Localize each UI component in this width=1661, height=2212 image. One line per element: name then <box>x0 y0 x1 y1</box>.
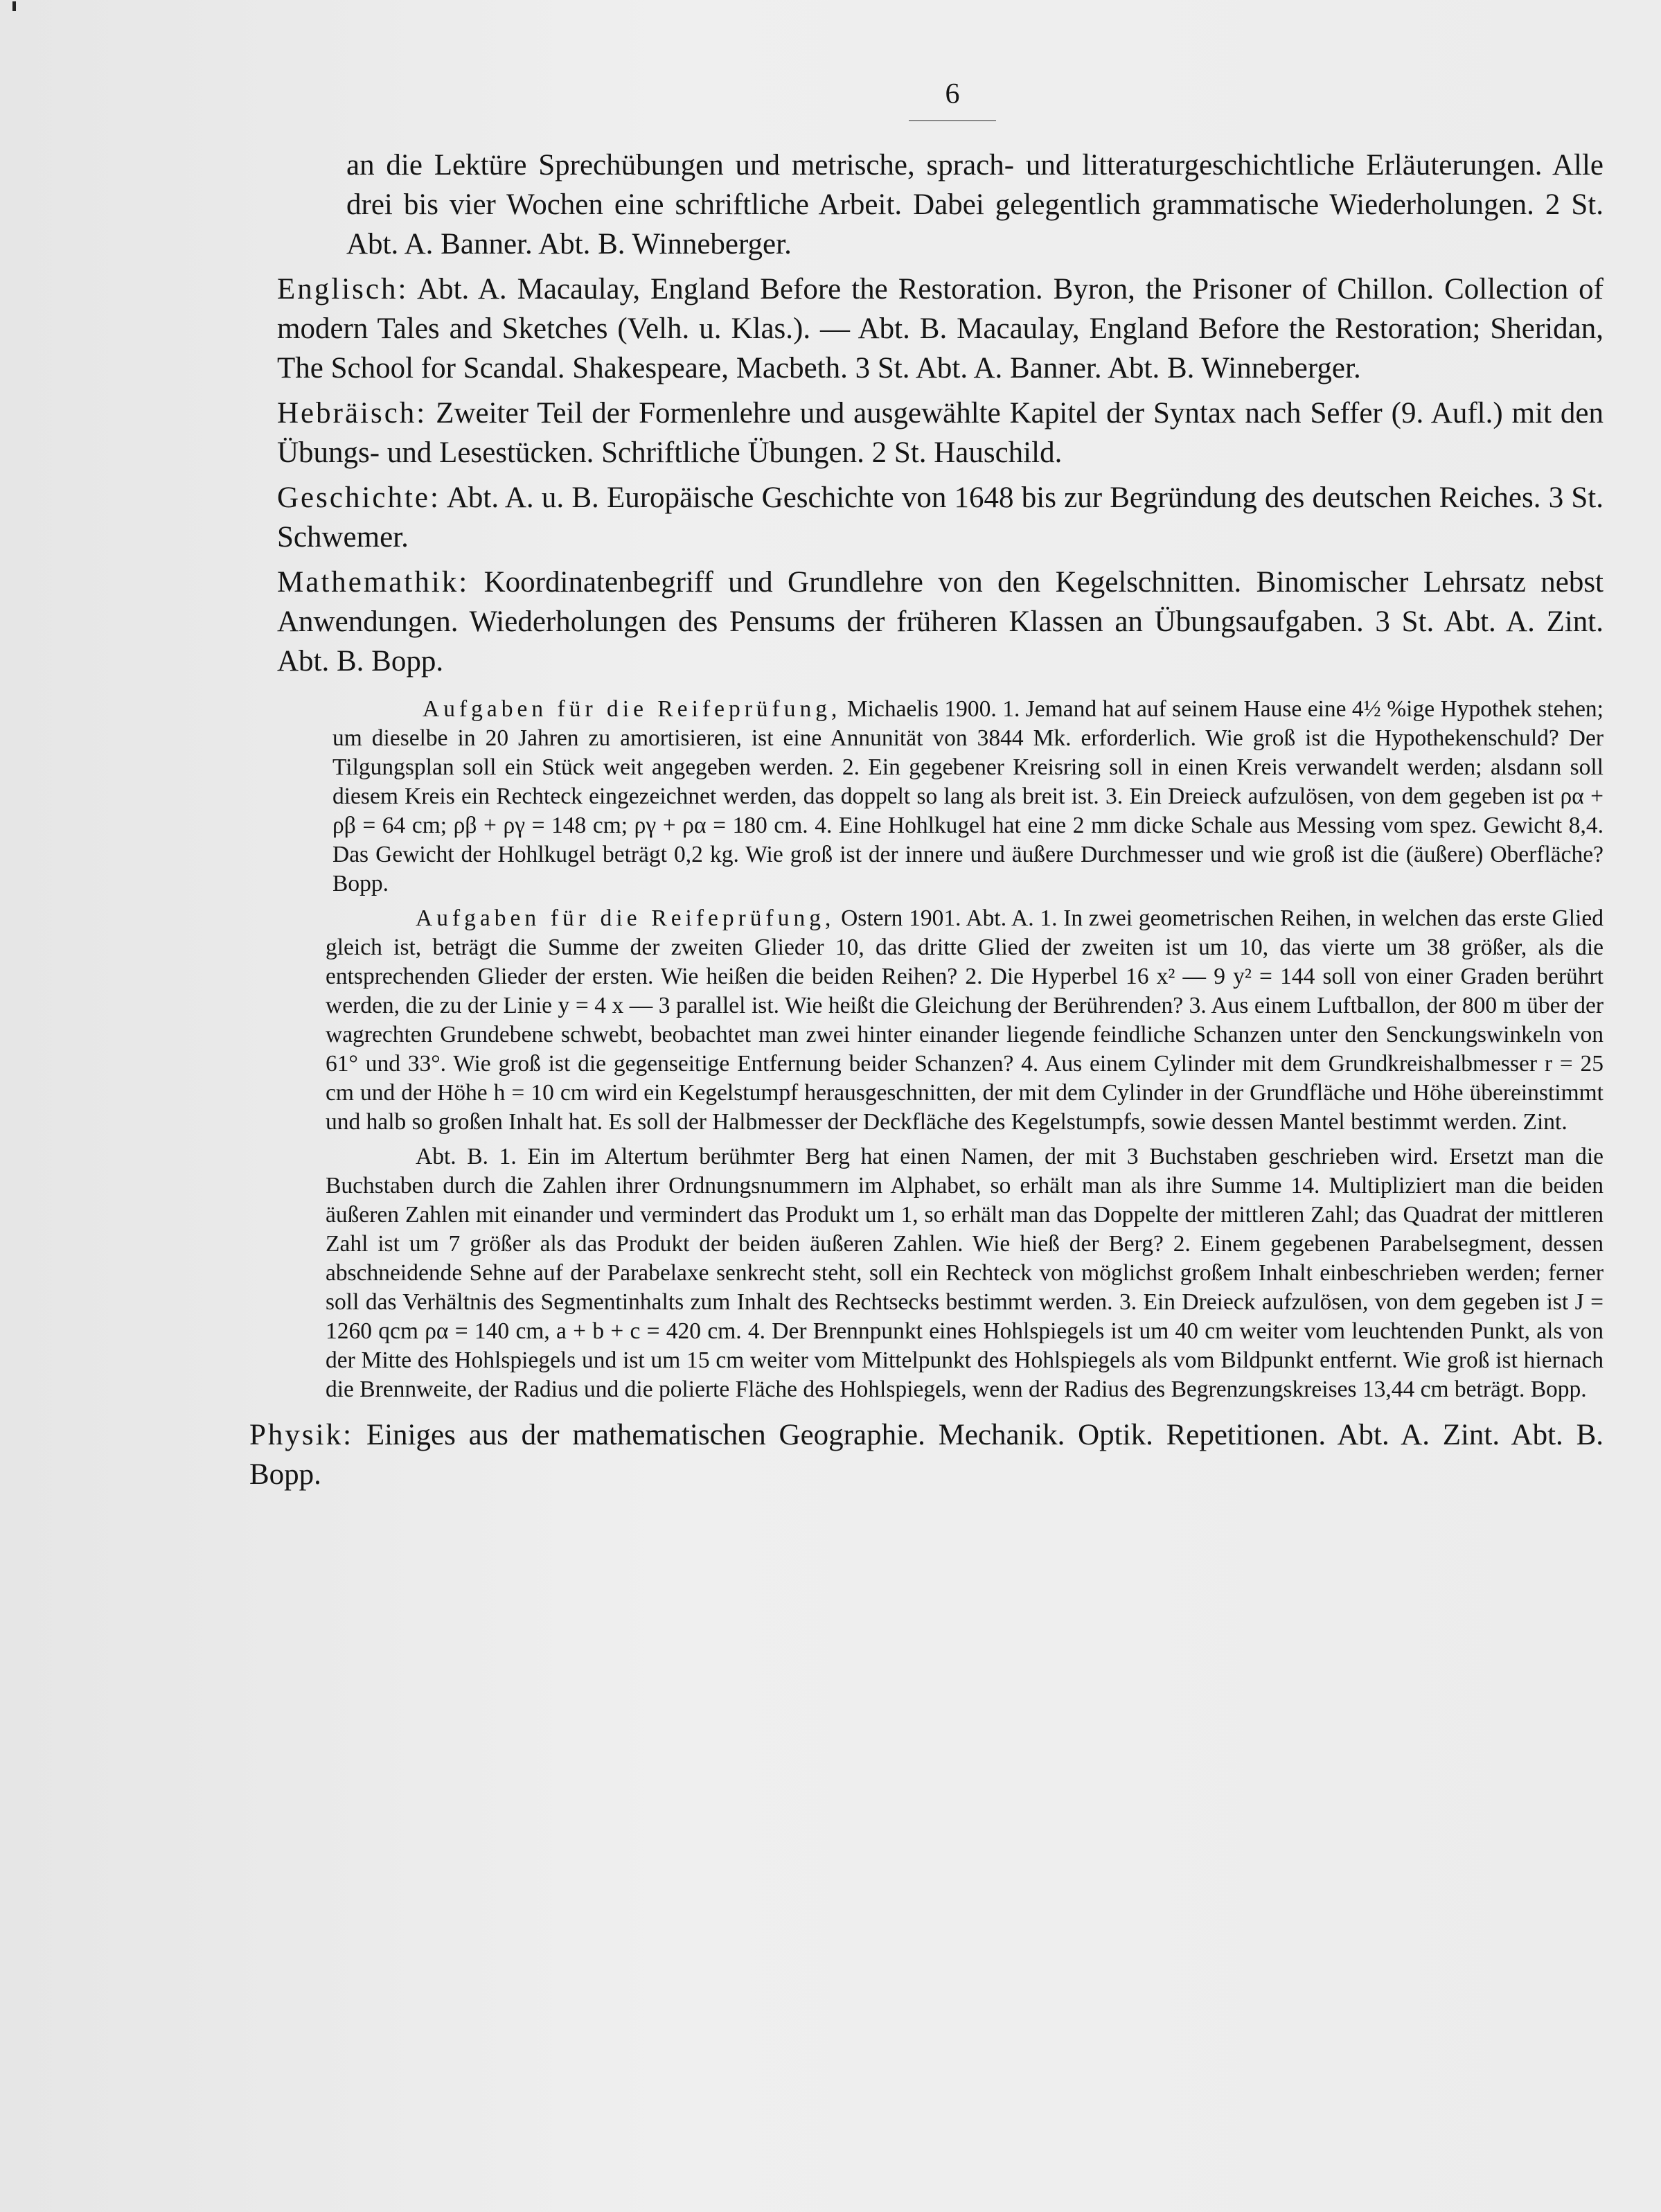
section-label-hebraeisch: Hebräisch: <box>277 397 427 430</box>
aufgaben-text-1900: Michaelis 1900. 1. Jemand hat auf seinem Hause eine 4½ %ige Hypothek stehen; um dieselbe in 20 Jahren zu amortisieren, ist eine Annunität von 3844 Mk. erforderlich. Wie groß ist die Hypothekenschuld? Der Tilgungsplan soll ein Stück weit angegeben werden. 2. Ein gegebener Kreisring soll in einen Kreis verwandelt werden; alsdann soll diesem Kreis ein Rechteck eingezeichnet werden, das doppelt so lang als breit ist. 3. Ein Dreieck aufzulösen, von dem gegeben ist ρα + ρβ = 64 cm; ρβ + ργ = 148 cm; ργ + ρα = 180 cm. 4. Eine Hohlkugel hat eine 2 mm dicke Schale aus Messing vom spez. Gewicht 8,4. Das Gewicht der Hohlkugel beträgt 0,2 kg. Wie groß ist der innere und äußere Durchmesser und wie groß ist die (äußere) Oberfläche? Bopp. <box>332 696 1604 896</box>
section-mathematik <box>277 563 1604 681</box>
section-text-physik: Einiges aus der mathematischen Geographie. Mechanik. Optik. Repetitionen. Abt. A. Zint. Abt. B. Bopp. <box>249 1419 1604 1491</box>
section-label-mathematik: Mathemathik: <box>277 566 470 599</box>
ink-speck <box>12 1 16 11</box>
aufgaben-text-1901: Ostern 1901. Abt. A. 1. In zwei geometrischen Reihen, in welchen das erste Glied gleich ist, beträgt die Summe der zweiten Glieder 10, das dritte Glied der zweiten ist um 10, das vierte um 38 größer, als die entsprechenden Glieder der ersten. Wie heißen die beiden Reihen? 2. Die Hyperbel 16 x² — 9 y² = 144 soll von einer Graden berührt werden, die zu der Linie y = 4 x — 3 parallel ist. Wie heißt die Gleichung der Berührenden? 3. Aus einem Luftballon, der 800 m über der wagrechten Grundebene schwebt, beobachtet man zwei hinter einander liegende feindliche Schanzen unter den Senckungswinkeln von 61° und 33°. Wie groß ist die gegenseitige Entfernung beider Schanzen? 4. Aus einem Cylinder mit dem Grundkreishalbmesser r = 25 cm und der Höhe h = 10 cm wird ein Kegelstumpf herausgeschnitten, der mit dem Cylinder in der Grundfläche und Höhe übereinstimmt und halb so großen Inhalt hat. Es soll der Halbmesser der Deckfläche des Kegelstumpfs, sowie dessen Mantel bestimmt werden. Zint. <box>326 905 1604 1135</box>
section-text-geschichte: Abt. A. u. B. Europäische Geschichte von 1648 bis zur Begründung des deutschen Reiches. 3 St. Schwemer. <box>277 481 1604 554</box>
page-number-rule <box>909 120 996 121</box>
aufgaben-michaelis-1900 <box>332 695 1604 899</box>
section-englisch <box>277 269 1604 388</box>
aufgaben-label-1900: Aufgaben für die Reifeprüfung, <box>423 696 842 722</box>
section-label-geschichte: Geschichte: <box>277 481 441 514</box>
aufgaben-abt-b <box>326 1142 1604 1404</box>
page-number: 6 <box>945 78 960 110</box>
paragraph-lektuere-text: an die Lektüre Sprechübungen und metrische, sprach- und litteraturgeschichtliche Erläuterungen. Alle drei bis vier Wochen eine schriftliche Arbeit. Dabei gelegentlich grammatische Wiederholungen. 2 St. Abt. A. Banner. Abt. B. Winneberger. <box>346 149 1604 260</box>
section-geschichte <box>277 478 1604 557</box>
section-text-englisch: Abt. A. Macaulay, England Before the Restoration. Byron, the Prisoner of Chillon. Collection of modern Tales and Sketches (Velh. u. Klas.). — Abt. B. Macaulay, England Before the Restoration; Sheridan, The School for Scandal. Shakespeare, Macbeth. 3 St. Abt. A. Banner. Abt. B. Winneberger. <box>277 273 1604 384</box>
section-hebraeisch <box>277 393 1604 472</box>
paragraph-lektuere <box>346 145 1604 264</box>
aufgaben-ostern-1901 <box>326 904 1604 1137</box>
section-label-physik: Physik: <box>249 1419 354 1451</box>
aufgaben-label-1901: Aufgaben für die Reifeprüfung, <box>416 905 835 931</box>
section-physik <box>249 1415 1604 1494</box>
section-label-englisch: Englisch: <box>277 273 409 306</box>
section-text-mathematik: Koordinatenbegriff und Grundlehre von den Kegelschnitten. Binomischer Lehrsatz nebst Anwendungen. Wiederholungen des Pensums der früheren Klassen an Übungsaufgaben. 3 St. Abt. A. Zint. Abt. B. Bopp. <box>277 566 1604 678</box>
section-text-hebraeisch: Zweiter Teil der Formenlehre und ausgewählte Kapitel der Syntax nach Seffer (9. Aufl.) mit den Übungs- und Lesestücken. Schriftliche Übungen. 2 St. Hauschild. <box>277 397 1604 469</box>
aufgaben-text-abt-b: Abt. B. 1. Ein im Altertum berühmter Berg hat einen Namen, der mit 3 Buchstaben geschrieben wird. Ersetzt man die Buchstaben durch die Zahlen ihrer Ordnungsnummern im Alphabet, so erhält man als ihre Summe 14. Multipliziert man die beiden äußeren Zahlen mit einander und vermindert das Produkt um 1, so erhält man das Doppelte der mittleren Zahl; das Quadrat der mittleren Zahl ist um 7 größer als das Produkt der beiden äußeren Zahlen. Wie hieß der Berg? 2. Einem gegebenen Parabelsegment, dessen abschneidende Sehne auf der Parabelaxe senkrecht steht, soll ein Rechteck von möglichst großem Inhalt einbeschrieben werden; ferner soll das Verhältnis des Segmentinhalts zum Inhalt des Rechtsecks bestimmt werden. 3. Ein Dreieck aufzulösen, von dem gegeben ist J = 1260 qcm ρα = 140 cm, a + b + c = 420 cm. 4. Der Brennpunkt eines Hohlspiegels ist um 40 cm weiter vom leuchtenden Punkt, als von der Mitte des Hohlspiegels und ist um 15 cm weiter vom Mittelpunkt des Hohlspiegels als vom Bildpunkt entfernt. Wie groß ist hiernach die Brennweite, der Radius und die polierte Fläche des Hohlspiegels, wenn der Radius des Begrenzungskreises 13,44 cm beträgt. Bopp. <box>326 1144 1604 1402</box>
document-body <box>249 145 1604 1494</box>
